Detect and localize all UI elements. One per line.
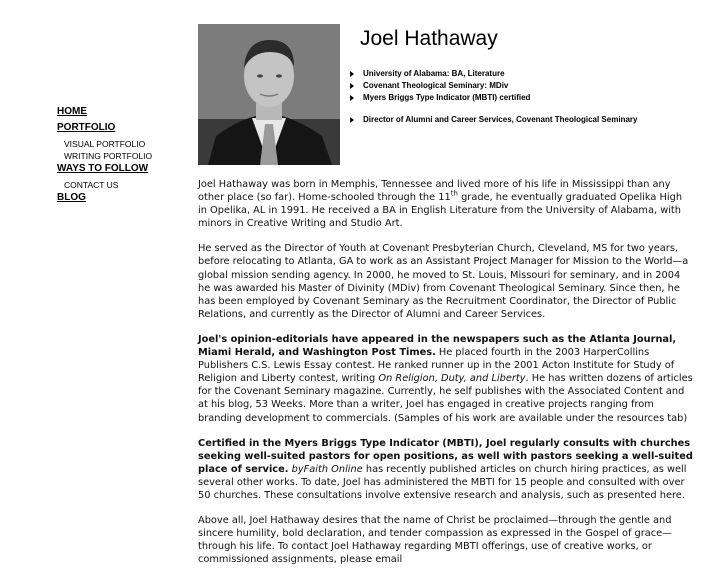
bio-italic-text: byFaith Online (291, 463, 363, 475)
bio-text: . He has written dozens of articles for the Covenant Seminary magazine. Currently, he self publishes with the Associated Content and at his blog, 53 Weeks. More than a writer, Joel has engaged in creative projects ranging from branding development to commercials. (Samples of his work are available under the resources tab) (198, 373, 693, 424)
bio-italic-text: On Religion, Duty, and Liberty (378, 373, 526, 385)
bio-paragraph (198, 437, 694, 502)
nav-contact-us-link[interactable]: CONTACT US (64, 180, 119, 190)
nav-portfolio-link[interactable]: PORTFOLIO (57, 122, 116, 133)
nav-ways-to-follow-link[interactable]: WAYS TO FOLLOW (57, 163, 149, 174)
bio-text: He served as the Director of Youth at Covenant Presbyterian Church, Cleveland, MS for two years, before relocating to Atlanta, GA to work as an Assistant Project Manager for Mission to the World—a global mission sending agency. In 2000, he moved to St. Louis, Missouri for seminary, and in 2004 he was awarded his Master of Divinity (MDiv) from Covenant Theological Seminary. Since then, he has been employed by Covenant Seminary as the Recruitment Coordinator, the Director of Public Relations, and currently as the Director of Alumni and Career Services. (198, 243, 689, 320)
bio-paragraph (198, 333, 694, 425)
bio-text: grade, he eventually graduated Opelika High in Opelika, AL in 1991. He received a BA in English Literature from the University of Alabama, with minors in Creative Writing and Studio Art. (198, 192, 683, 230)
nav-home-link[interactable]: HOME (57, 106, 87, 117)
page-title: Joel Hathaway (360, 27, 498, 50)
credential-item: University of Alabama: BA, Literature (350, 68, 670, 80)
credential-item: Covenant Theological Seminary: MDiv (350, 80, 670, 92)
bio-text: Joel Hathaway was born in Memphis, Tennessee and lived more of his life in Mississippi than any other place (so far). Home-schooled through the 11 (198, 179, 671, 204)
nav-visual-portfolio-link[interactable]: VISUAL PORTFOLIO (64, 139, 146, 149)
bio-text: has recently published articles on church hiring practices, as well several other works. To date, Joel has administered the MBTI for 15 people and consulted with over 50 churches. These consultations involve extensive research and analysis, such as presented here. (198, 463, 687, 501)
profile-photo (198, 24, 340, 165)
bio-paragraph (198, 514, 694, 566)
nav-blog-link[interactable]: BLOG (57, 192, 86, 203)
bio-superscript: th (450, 189, 458, 198)
left-navigation (57, 103, 187, 205)
nav-writing-portfolio-link[interactable]: WRITING PORTFOLIO (64, 151, 153, 161)
biography (198, 178, 694, 578)
bio-bold-text: Certified in the Myers Briggs Type Indicator (MBTI), Joel regularly consults with churches seeking well-suited pastors for open positions, as well with pastors seeking a well-suited place of service. (198, 437, 693, 475)
credential-item: Director of Alumni and Career Services, Covenant Theological Seminary (350, 114, 670, 126)
credentials-list (350, 68, 670, 126)
bio-paragraph (198, 242, 694, 321)
portrait-illustration (198, 24, 340, 165)
bio-text: He placed fourth in the 2003 HarperCollins Publishers C.S. Lewis Essay contest. He ranked runner up in the 2001 Acton Institute for Study of Religion and Liberty contest, writing (198, 347, 675, 385)
bio-text: Above all, Joel Hathaway desires that the name of Christ be proclaimed—through the gentle and sincere humility, bold declaration, and tender compassion as expressed in the Gospel of grace—through his life. To contact Joel Hathaway regarding MBTI offerings, use of creative works, or commissioned assignments, please email (198, 515, 672, 566)
bio-paragraph (198, 178, 694, 230)
credential-item: Myers Briggs Type Indicator (MBTI) certified (350, 92, 670, 104)
bio-bold-text: Joel's opinion-editorials have appeared in the newspapers such as the Atlanta Journal, Miami Herald, and Washington Post Times. (198, 333, 677, 359)
